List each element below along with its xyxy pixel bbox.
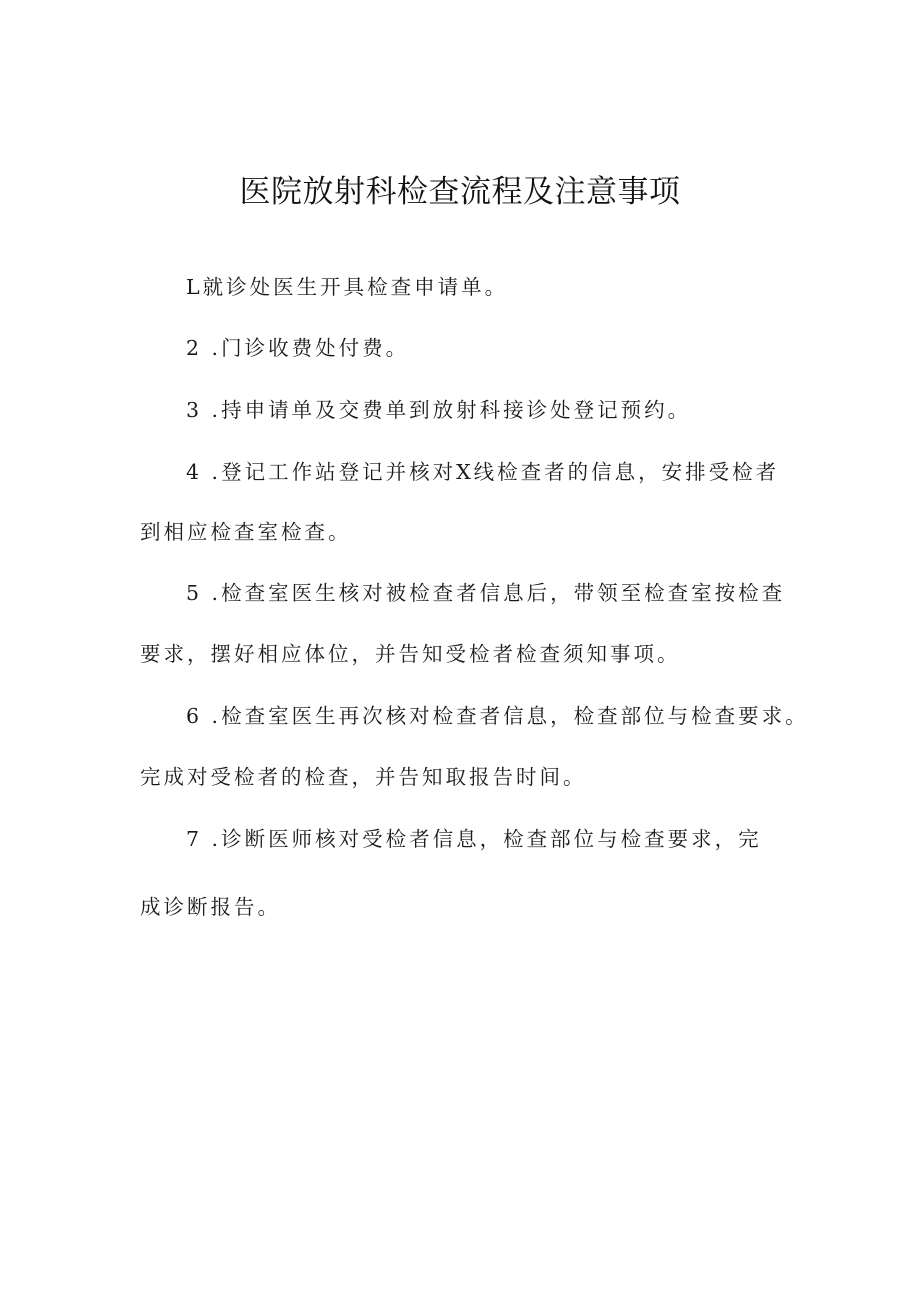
page-title: 医院放射科检查流程及注意事项 — [239, 174, 681, 210]
step-6-continuation: 完成对受检者的检查，并告知取报告时间。 — [140, 765, 587, 789]
step-2-line: 2 .门诊收费处付费。 — [186, 336, 410, 360]
step-7-line: 7 .诊断医师核对受检者信息，检查部位与检查要求，完 — [186, 827, 762, 851]
step-6-line: 6 .检查室医生再次核对检查者信息，检查部位与检查要求。 — [186, 704, 809, 728]
step-1-line: L就诊处医生开具检查申请单。 — [186, 275, 509, 299]
step-5-line: 5 .检查室医生核对被检查者信息后，带领至检查室按检查 — [186, 581, 786, 605]
step-7-continuation: 成诊断报告。 — [140, 895, 281, 919]
step-3-line: 3 .持申请单及交费单到放射科接诊处登记预约。 — [186, 398, 692, 422]
step-5-continuation: 要求，摆好相应体位，并告知受检者检查须知事项。 — [140, 642, 681, 666]
step-4-line: 4 .登记工作站登记并核对X线检查者的信息，安排受检者 — [186, 460, 780, 484]
step-4-continuation: 到相应检查室检查。 — [140, 520, 352, 544]
